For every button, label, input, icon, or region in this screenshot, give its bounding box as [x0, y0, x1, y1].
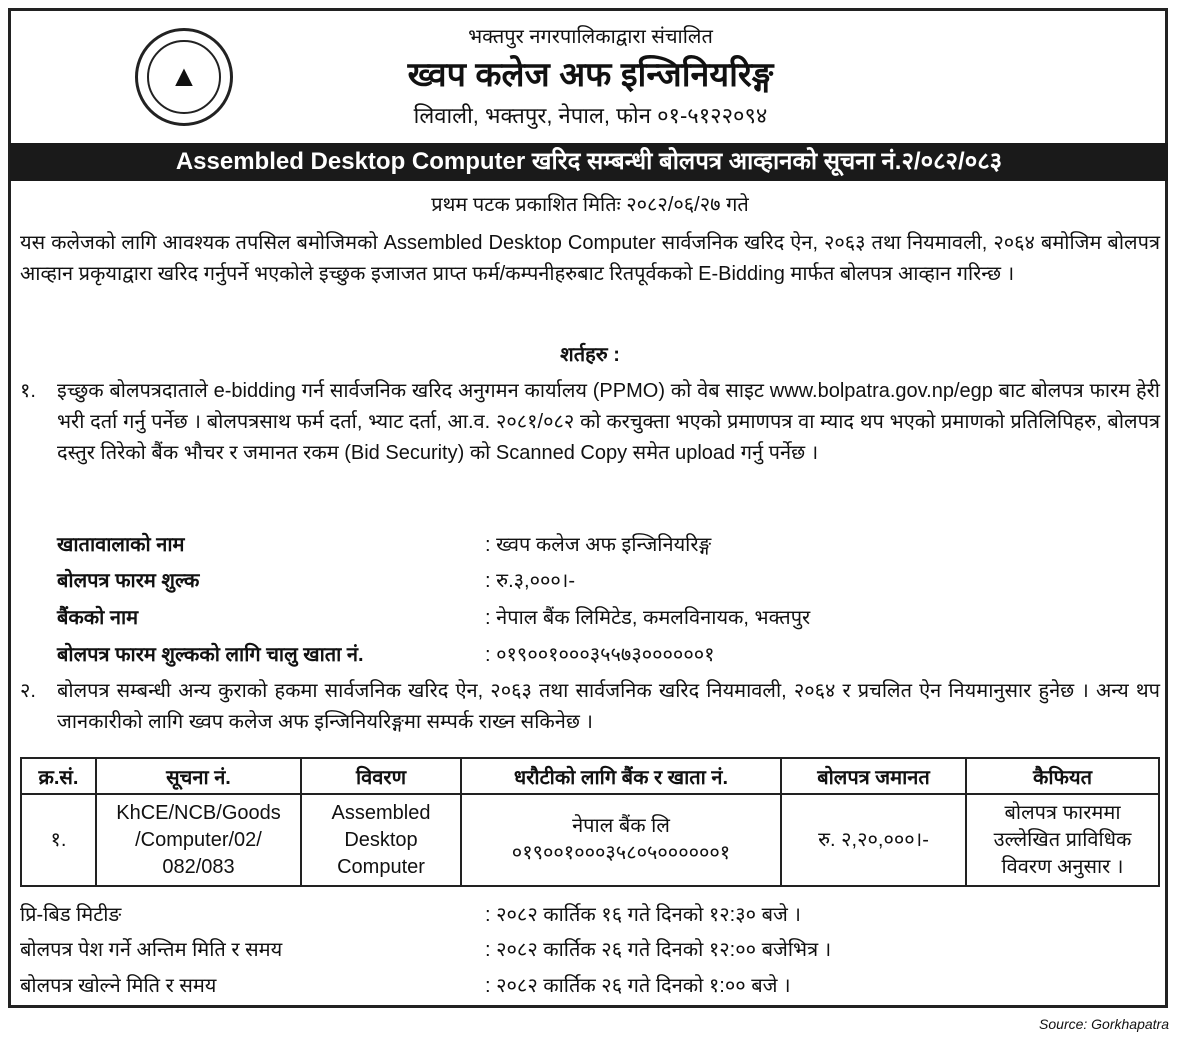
college-address: लिवाली, भक्तपुर, नेपाल, फोन ०१-५१२२०९४ [413, 103, 768, 128]
cell-remarks: बोलपत्र फारममा उल्लेखित प्राविधिक विवरण अनुसार । [966, 794, 1159, 886]
college-name: ख्वप कलेज अफ इन्जिनियरिङ्ग [407, 56, 774, 94]
account-value: : ख्वप कलेज अफ इन्जिनियरिङ्ग [485, 534, 712, 556]
cell-bid-security: रु. २,२०,०००।- [781, 794, 966, 886]
account-value: : रु.३,०००।- [485, 570, 576, 592]
column-header: धरौटीको लागि बैंक र खाता नं. [461, 758, 781, 794]
source-credit: Source: Gorkhapatra [1039, 1016, 1169, 1032]
conditions-heading: शर्तहरु : [560, 344, 620, 366]
column-header: सूचना नं. [96, 758, 301, 794]
account-value: : नेपाल बैंक लिमिटेड, कमलविनायक, भक्तपुर [485, 607, 811, 629]
column-header: विवरण [301, 758, 461, 794]
schedule-label: बोलपत्र खोल्ने मिति र समय [20, 975, 217, 997]
tender-table [20, 757, 1160, 887]
schedule-label: बोलपत्र पेश गर्ने अन्तिम मिति र समय [20, 939, 283, 961]
table-header-row [21, 758, 1159, 794]
account-label: बैंकको नाम [57, 607, 139, 629]
cell-serial: १. [21, 794, 96, 886]
account-label: बोलपत्र फारम शुल्क [57, 570, 200, 592]
account-label: बोलपत्र फारम शुल्कको लागि चालु खाता नं. [57, 644, 364, 666]
intro-paragraph: यस कलेजको लागि आवश्यक तपसिल बमोजिमको Assembled Desktop Computer सार्वजनिक खरिद ऐन, २०६३ तथा नियमावली, २०६४ बमोजिम बोलपत्र आव्हान प्रकृयाद्वारा खरिद गर्नुपर्ने भएकोले इच्छुक इजाजत प्राप्त फर्म/कम्पनीहरुबाट रितपूर्वकको E-Bidding मार्फत बोलपत्र आव्हान गरिन्छ । [20, 232, 1160, 285]
cell-bank-account: नेपाल बैंक लि ०१९००१०००३५८०५००००००१ [461, 794, 781, 886]
schedule-value: : २०८२ कार्तिक २६ गते दिनको १२:०० बजेभित्र । [485, 939, 832, 961]
column-header: बोलपत्र जमानत [781, 758, 966, 794]
condition-2-text: बोलपत्र सम्बन्धी अन्य कुराको हकमा सार्वजनिक खरिद ऐन, २०६३ तथा सार्वजनिक खरिद नियमावली, २०६४ र प्रचलित ऐन नियमानुसार हुनेछ । अन्य थप जानकारीको लागि ख्वप कलेज अफ इन्जिनियरिङ्गमा सम्पर्क राख्न सकिनेछ । [57, 680, 1160, 733]
published-date: प्रथम पटक प्रकाशित मितिः २०८२/०६/२७ गते [431, 194, 749, 216]
schedule-label: प्रि-बिड मिटीङ [20, 904, 122, 926]
cell-description: Assembled Desktop Computer [301, 794, 461, 886]
column-header: क्र.सं. [21, 758, 96, 794]
condition-1-text: इच्छुक बोलपत्रदाताले e-bidding गर्न सार्वजनिक खरिद अनुगमन कार्यालय (PPMO) को वेब साइट www.bolpatra.gov.np/egp बाट बोलपत्र फारम हेरी भरी दर्ता गर्नु पर्नेछ । बोलपत्रसाथ फर्म दर्ता, भ्याट दर्ता, आ.व. २०८१/०८२ को करचुक्ता भएको प्रमाणपत्र वा म्याद थप भएको प्रमाणको प्रतिलिपिहरु, बोलपत्र दस्तुर तिरेको बैंक भौचर र जमानत रकम (Bid Security) को Scanned Copy समेत upload गर्नु पर्नेछ । [57, 380, 1160, 464]
pagoda-icon: ▲ [147, 40, 221, 114]
cell-notice-number: KhCE/NCB/Goods /Computer/02/ 082/083 [96, 794, 301, 886]
schedule-value: : २०८२ कार्तिक २६ गते दिनको १:०० बजे । [485, 975, 791, 997]
account-value: : ०१९००१०००३५५७३००००००१ [485, 644, 715, 666]
operated-by: भक्तपुर नगरपालिकाद्वारा संचालित [468, 26, 713, 48]
column-header: कैफियत [966, 758, 1159, 794]
schedule-value: : २०८२ कार्तिक १६ गते दिनको १२:३० बजे । [485, 904, 801, 926]
account-label: खातावालाको नाम [57, 534, 185, 556]
condition-2-number: २. [20, 680, 36, 702]
table-row [21, 794, 1159, 886]
condition-1-number: १. [20, 380, 36, 402]
notice-title: Assembled Desktop Computer खरिद सम्बन्धी बोलपत्र आव्हानको सूचना नं.२/०८२/०८३ [10, 143, 1168, 181]
